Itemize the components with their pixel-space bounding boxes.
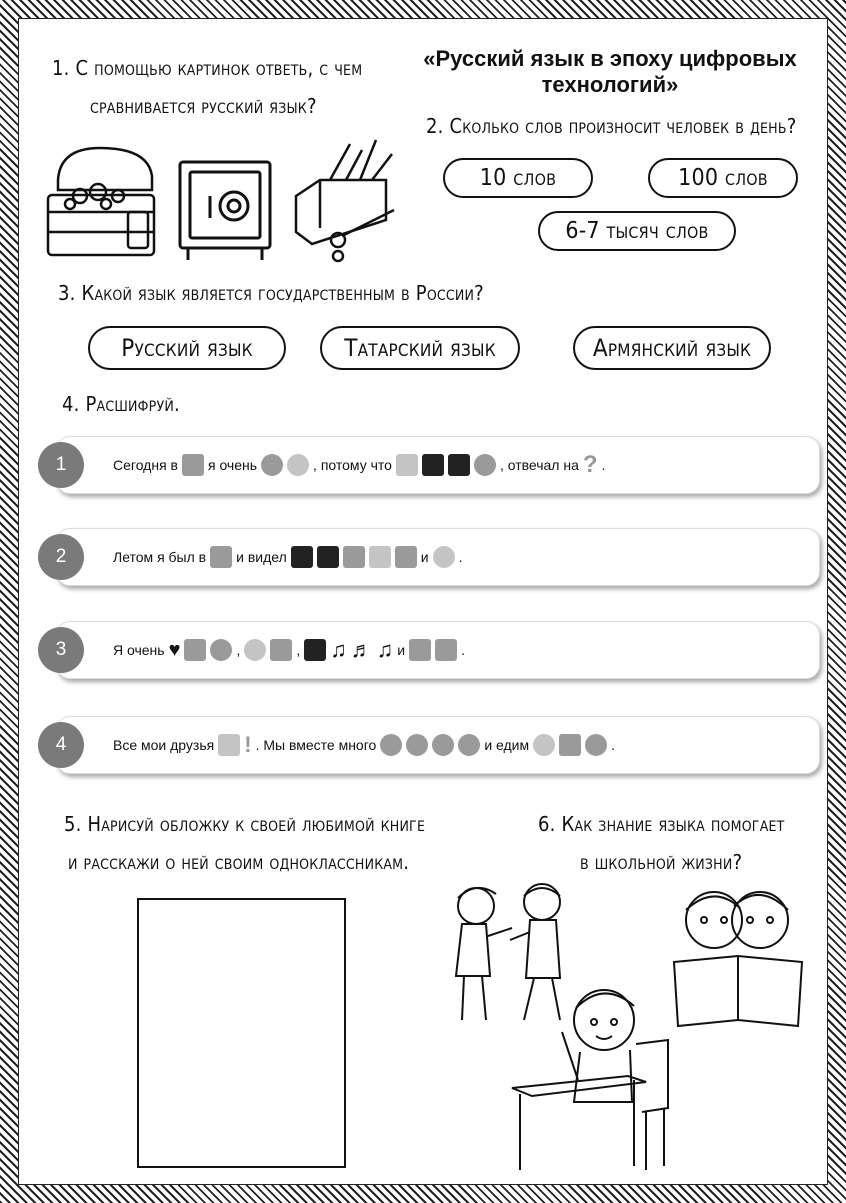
answer-tatar-language[interactable]: Татарский язык xyxy=(320,326,520,370)
question-1-line-1: 1. С помощью картинок ответь, с чем xyxy=(52,56,363,80)
running-person-icon xyxy=(184,639,206,661)
rebus-4-text-a: Все мои друзья xyxy=(113,737,215,753)
pig-icon xyxy=(343,546,365,568)
pizza-icon xyxy=(533,734,555,756)
answer-russian-language[interactable]: Русский язык xyxy=(88,326,286,370)
house-icon xyxy=(210,546,232,568)
rebus-number-3: 3 xyxy=(38,627,84,673)
copy-pages-icon xyxy=(448,454,470,476)
question-4: 4. Расшифруй. xyxy=(62,392,180,416)
rebus-number-1: 1 xyxy=(38,442,84,488)
burger-icon xyxy=(585,734,607,756)
dancing-woman-icon xyxy=(435,639,457,661)
rebus-row-3-text xyxy=(113,637,465,663)
answer-armenian-language[interactable]: Армянский язык xyxy=(573,326,771,370)
sweat-smile-icon xyxy=(432,734,454,756)
rebus-row-4-text xyxy=(113,732,615,758)
crescent-moon-icon xyxy=(287,454,309,476)
school-icon xyxy=(182,454,204,476)
tears-of-joy-icon xyxy=(458,734,480,756)
treasure-chest-icon xyxy=(40,140,162,262)
boy-writing-illustration xyxy=(496,980,676,1176)
rebus-2-text-a: Летом я был в xyxy=(113,549,207,565)
microphone-icon xyxy=(304,639,326,661)
dancing-man-icon xyxy=(409,639,431,661)
rebus-3-text-c: , xyxy=(296,642,301,658)
palette-icon xyxy=(244,639,266,661)
question-6-line-2: в школьной жизни? xyxy=(580,850,743,874)
dizzy-face-icon xyxy=(261,454,283,476)
goat-icon xyxy=(395,546,417,568)
answer-100-words[interactable]: 100 слов xyxy=(648,158,798,198)
nerd-face-icon xyxy=(474,454,496,476)
worksheet-title: «Русский язык в эпоху цифровых технологий» xyxy=(423,46,797,97)
rebus-4-text-c: и едим xyxy=(484,737,530,753)
reading-kids-illustration xyxy=(668,880,808,1030)
fries-icon xyxy=(559,734,581,756)
rebus-number-2: 2 xyxy=(38,534,84,580)
rebus-3-text-b: , xyxy=(236,642,241,658)
rebus-row-1 xyxy=(56,436,820,494)
memo-icon xyxy=(396,454,418,476)
rebus-4-text-b: . Мы вместе много xyxy=(255,737,377,753)
question-2: 2. Сколько слов произносит человек в день? xyxy=(426,114,797,138)
question-6-line-1: 6. Как знание языка помогает xyxy=(538,812,785,836)
laughing-face-icon xyxy=(380,734,402,756)
soccer-ball-icon xyxy=(210,639,232,661)
sheep-icon xyxy=(369,546,391,568)
rebus-row-2 xyxy=(56,528,820,586)
rebus-3-text-a: Я очень xyxy=(113,642,165,658)
book-cover-drawing-area[interactable] xyxy=(137,898,346,1168)
rebus-row-4 xyxy=(56,716,820,774)
rebus-2-text-c: и xyxy=(420,549,429,565)
question-1-line-2: сравнивается русский язык? xyxy=(90,94,317,118)
rebus-1-text-c: , потому что xyxy=(313,457,392,473)
rebus-1-text-d: , отвечал на xyxy=(499,457,579,473)
question-mark-icon: ? xyxy=(582,451,598,478)
picture-icon xyxy=(270,639,292,661)
pencil-icon xyxy=(422,454,444,476)
rebus-1-text-e: . xyxy=(601,457,606,473)
music-notes-icon: ♬ xyxy=(350,637,373,662)
question-3: 3. Какой язык является государственным в России? xyxy=(58,281,484,305)
rabbit-icon xyxy=(433,546,455,568)
rebus-row-1-text xyxy=(113,451,605,479)
rebus-row-2-text xyxy=(113,546,462,568)
heart-icon: ♥ xyxy=(168,638,181,661)
cow-icon xyxy=(317,546,339,568)
safe-icon xyxy=(176,160,274,262)
rebus-3-text-e: . xyxy=(461,642,465,658)
rebus-1-text-a: Сегодня в xyxy=(113,457,178,473)
question-5-line-1: 5. Нарисуй обложку к своей любимой книге xyxy=(64,812,426,836)
rebus-1-text-b: я очень xyxy=(207,457,258,473)
rebus-2-text-b: и видел xyxy=(236,549,287,565)
thumbs-up-icon xyxy=(218,734,240,756)
answer-10-words[interactable]: 10 слов xyxy=(443,158,593,198)
question-5-line-2: и расскажи о ней своим одноклассникам. xyxy=(68,850,410,874)
rebus-4-text-d: . xyxy=(611,737,616,753)
music-note-icon: ♫ xyxy=(330,637,347,662)
horse-icon xyxy=(291,546,313,568)
exclamation-icon: ! xyxy=(244,732,252,757)
rolling-laughing-icon xyxy=(406,734,428,756)
toolbox-icon xyxy=(290,136,408,262)
rebus-2-text-d: . xyxy=(458,549,463,565)
music-note-2-icon: ♫ xyxy=(376,637,394,662)
rebus-3-text-d: и xyxy=(397,642,406,658)
rebus-number-4: 4 xyxy=(38,722,84,768)
answer-6-7-thousand-words[interactable]: 6-7 тысяч слов xyxy=(538,211,736,251)
rebus-row-3 xyxy=(56,621,820,679)
